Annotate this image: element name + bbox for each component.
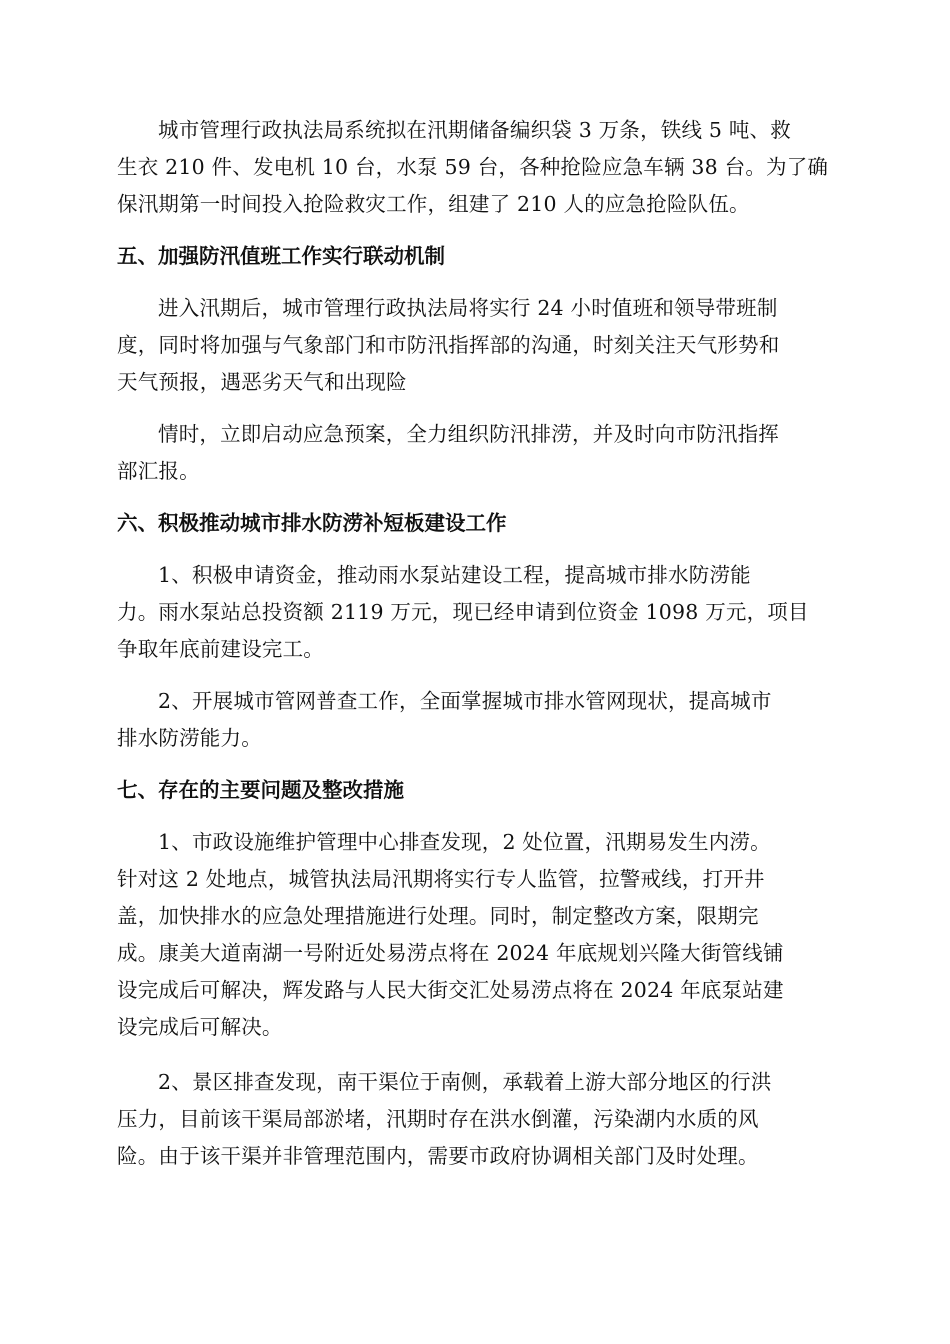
text-line: 进入汛期后，城市管理行政执法局将实行 24 小时值班和领导带班制 <box>158 296 778 320</box>
text-line: 压力，目前该干渠局部淤堵，汛期时存在洪水倒灌，污染湖内水质的风 <box>117 1107 759 1131</box>
document-body <box>117 112 837 1175</box>
section-heading-5: 五、加强防汛值班工作实行联动机制 <box>117 244 445 268</box>
text-line: 1、积极申请资金，推动雨水泵站建设工程，提高城市排水防涝能 <box>158 563 751 587</box>
text-line: 险。由于该干渠并非管理范围内，需要市政府协调相关部门及时处理。 <box>117 1144 759 1168</box>
text-line: 部汇报。 <box>117 459 200 483</box>
text-line: 天气预报，遇恶劣天气和出现险 <box>117 370 407 394</box>
text-line: 保汛期第一时间投入抢险救灾工作，组建了 210 人的应急抢险队伍。 <box>117 192 750 216</box>
text-line: 生衣 210 件、发电机 10 台，水泵 59 台，各种抢险应急车辆 38 台。为了确 <box>117 155 829 179</box>
paragraph-pump-station <box>117 557 837 668</box>
text-line: 设完成后可解决。 <box>117 1015 283 1039</box>
text-line: 争取年底前建设完工。 <box>117 637 324 661</box>
text-line: 2、景区排查发现，南干渠位于南侧，承载着上游大部分地区的行洪 <box>158 1070 772 1094</box>
text-line: 度，同时将加强与气象部门和市防汛指挥部的沟通，时刻关注天气形势和 <box>117 333 780 357</box>
text-line: 排水防涝能力。 <box>117 726 262 750</box>
section-heading-7: 七、存在的主要问题及整改措施 <box>117 778 404 802</box>
text-line: 城市管理行政执法局系统拟在汛期储备编织袋 3 万条，铁线 5 吨、救 <box>158 118 791 142</box>
paragraph-south-canal <box>117 1064 837 1175</box>
text-line: 成。康美大道南湖一号附近处易涝点将在 2024 年底规划兴隆大街管线铺 <box>117 941 784 965</box>
text-line: 力。雨水泵站总投资额 2119 万元，现已经申请到位资金 1098 万元，项目 <box>117 600 809 624</box>
text-line: 2、开展城市管网普查工作，全面掌握城市排水管网现状，提高城市 <box>158 689 772 713</box>
paragraph-waterlogging-points <box>117 824 837 1046</box>
text-line: 盖，加快排水的应急处理措施进行处理。同时，制定整改方案，限期完 <box>117 904 759 928</box>
text-line: 针对这 2 处地点，城管执法局汛期将实行专人监管，拉警戒线，打开井 <box>117 867 765 891</box>
paragraph-duty-system <box>117 290 837 401</box>
paragraph-flood-supplies <box>117 112 837 223</box>
section-heading-6: 六、积极推动城市排水防涝补短板建设工作 <box>117 511 507 535</box>
text-line: 1、市政设施维护管理中心排查发现，2 处位置，汛期易发生内涝。 <box>158 830 771 854</box>
text-line: 设完成后可解决，辉发路与人民大街交汇处易涝点将在 2024 年底泵站建 <box>117 978 784 1002</box>
text-line: 情时，立即启动应急预案，全力组织防汛排涝，并及时向市防汛指挥 <box>158 422 779 446</box>
paragraph-emergency-plan <box>117 416 837 490</box>
paragraph-pipe-survey <box>117 683 837 757</box>
